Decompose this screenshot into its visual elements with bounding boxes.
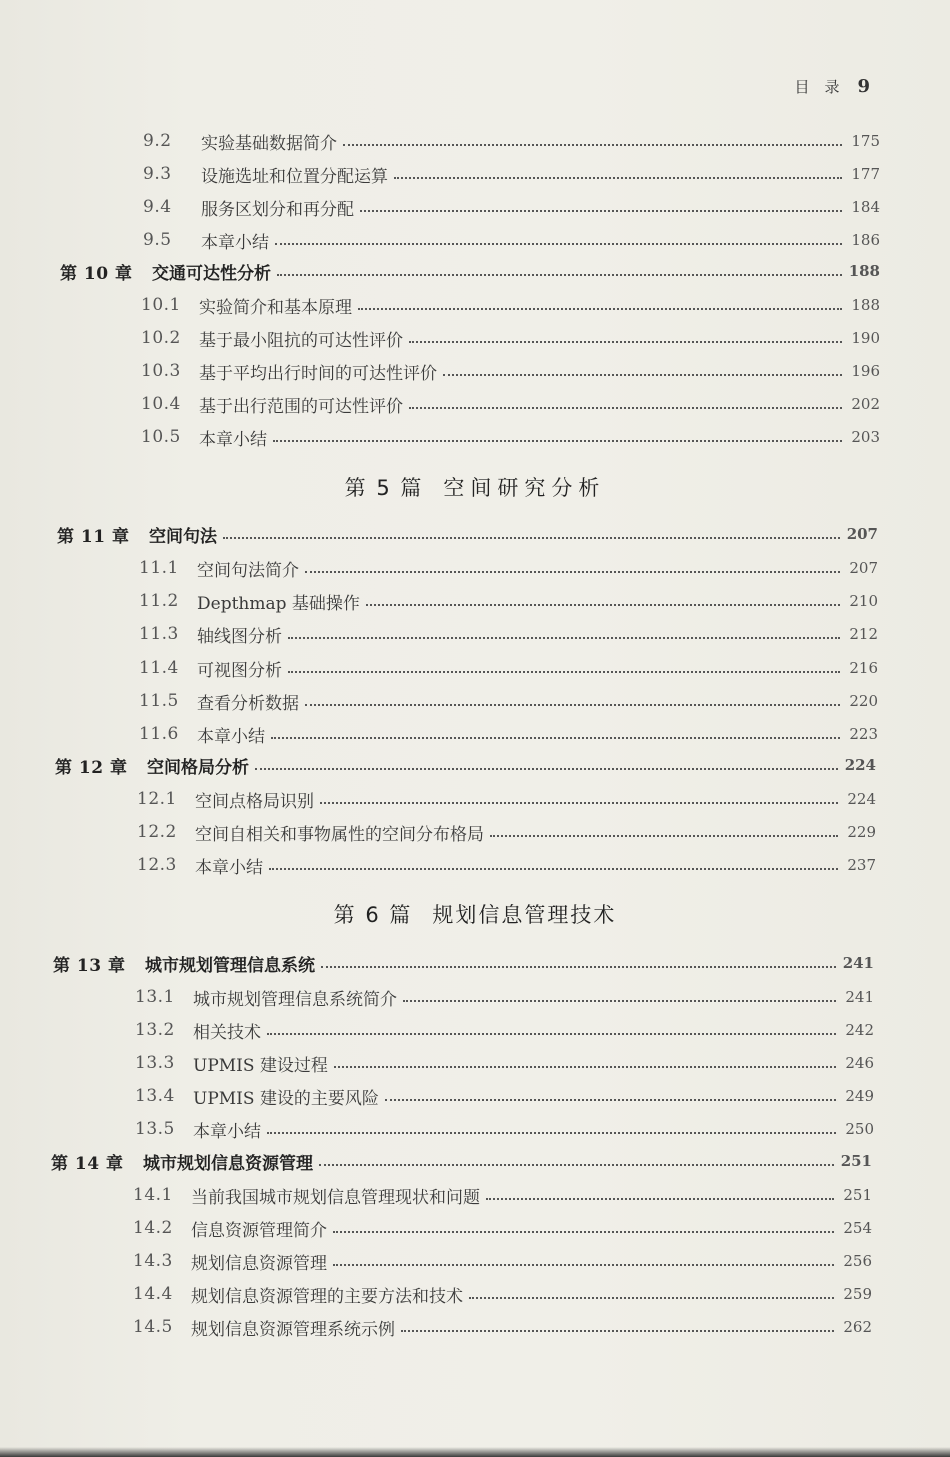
dot-leader (255, 768, 838, 770)
toc-section-entry (133, 1182, 872, 1208)
toc-section-entry (141, 325, 880, 351)
dot-leader (271, 737, 840, 739)
toc-section-entry (139, 721, 878, 747)
page-number: 203 (851, 428, 880, 446)
page-number: 210 (849, 592, 878, 610)
section-number: 12.2 (137, 822, 177, 842)
toc-section-entry (143, 194, 880, 220)
section-number: 12.1 (137, 789, 177, 809)
page-number: 241 (845, 988, 874, 1006)
section-number: 11.1 (139, 558, 179, 578)
section-number: 14.1 (133, 1185, 173, 1205)
part-heading (0, 899, 950, 929)
page-number: 262 (843, 1318, 872, 1336)
page-number: 241 (842, 954, 874, 972)
section-number: 12.3 (137, 855, 177, 875)
part-title: 空间研究分析 (443, 476, 606, 500)
toc-section-entry (143, 227, 880, 253)
part-heading (0, 472, 950, 502)
page-number: 249 (845, 1087, 874, 1105)
section-number: 10.5 (141, 427, 181, 447)
section-title: 空间句法简介 (197, 560, 299, 581)
dot-leader (320, 802, 838, 804)
section-number: 10.4 (141, 394, 181, 414)
section-title: 本章小结 (197, 726, 265, 747)
chapter-title: 空间句法 (149, 526, 217, 547)
section-title: UPMIS 建设过程 (193, 1055, 328, 1076)
section-title: 查看分析数据 (197, 693, 299, 714)
dot-leader (319, 1164, 834, 1166)
toc-section-entry (143, 128, 880, 154)
page-number: 224 (847, 790, 876, 808)
section-number: 11.4 (139, 658, 179, 678)
dot-leader (305, 571, 840, 573)
toc-section-entry (139, 588, 878, 614)
section-title: 实验简介和基本原理 (199, 297, 352, 318)
toc-section-entry (133, 1248, 872, 1274)
chapter-title: 城市规划信息资源管理 (143, 1153, 313, 1174)
section-number: 13.3 (135, 1053, 175, 1073)
section-number: 11.5 (139, 691, 179, 711)
toc-section-entry (141, 292, 880, 318)
dot-leader (343, 144, 842, 146)
dot-leader (401, 1330, 834, 1332)
page-number: 251 (840, 1152, 872, 1170)
dot-leader (358, 308, 842, 310)
section-number: 9.5 (143, 230, 172, 250)
page-number: 212 (849, 625, 878, 643)
toc-section-entry (137, 786, 876, 812)
toc-chapter-entry (53, 950, 874, 976)
chapter-title: 城市规划管理信息系统 (145, 955, 315, 976)
section-number: 11.6 (139, 724, 179, 744)
toc-section-entry (135, 1083, 874, 1109)
dot-leader (277, 274, 842, 276)
section-title: 相关技术 (193, 1022, 261, 1043)
dot-leader (333, 1264, 834, 1266)
page-number: 184 (851, 198, 880, 216)
dot-leader (334, 1066, 836, 1068)
toc-section-entry (139, 621, 878, 647)
header-title: 目 录 (794, 78, 840, 96)
page-number: 177 (851, 165, 880, 183)
section-number: 14.4 (133, 1284, 173, 1304)
part-number: 第 5 篇 (344, 476, 424, 500)
page-number: 237 (847, 856, 876, 874)
section-number: 13.5 (135, 1119, 175, 1139)
toc-chapter-entry (51, 1148, 872, 1174)
part-number: 第 6 篇 (333, 903, 413, 927)
toc-section-entry (143, 161, 880, 187)
page-number: 254 (843, 1219, 872, 1237)
toc-chapter-entry (55, 752, 876, 778)
section-number: 14.3 (133, 1251, 173, 1271)
section-title: Depthmap 基础操作 (197, 593, 360, 614)
chapter-number: 第 12 章 (55, 757, 128, 778)
dot-leader (273, 440, 842, 442)
section-title: 城市规划管理信息系统简介 (193, 989, 397, 1010)
dot-leader (366, 604, 840, 606)
section-title: 信息资源管理简介 (191, 1220, 327, 1241)
part-title: 规划信息管理技术 (432, 903, 617, 927)
page-number: 242 (845, 1021, 874, 1039)
page-number: 207 (849, 559, 878, 577)
section-title: 当前我国城市规划信息管理现状和问题 (191, 1187, 480, 1208)
chapter-title: 空间格局分析 (147, 757, 249, 778)
dot-leader (269, 868, 838, 870)
page-number: 196 (851, 362, 880, 380)
dot-leader (409, 341, 842, 343)
toc-section-entry (139, 555, 878, 581)
section-number: 11.3 (139, 624, 179, 644)
section-title: 规划信息资源管理的主要方法和技术 (191, 1286, 463, 1307)
page-edge-shadow (0, 1447, 950, 1457)
toc-section-entry (135, 984, 874, 1010)
page-number: 256 (843, 1252, 872, 1270)
toc-section-entry (141, 358, 880, 384)
dot-leader (469, 1297, 834, 1299)
page-number: 229 (847, 823, 876, 841)
page-number: 223 (849, 725, 878, 743)
toc-section-entry (137, 819, 876, 845)
page-number: 250 (845, 1120, 874, 1138)
page-number: 259 (843, 1285, 872, 1303)
page-number: 186 (851, 231, 880, 249)
dot-leader (385, 1099, 836, 1101)
page-number: 202 (851, 395, 880, 413)
section-title: 服务区划分和再分配 (201, 199, 354, 220)
page-number: 175 (851, 132, 880, 150)
section-title: UPMIS 建设的主要风险 (193, 1088, 379, 1109)
toc-section-entry (133, 1314, 872, 1340)
section-title: 空间自相关和事物属性的空间分布格局 (195, 824, 484, 845)
dot-leader (305, 704, 840, 706)
toc-section-entry (139, 655, 878, 681)
dot-leader (360, 210, 842, 212)
dot-leader (321, 966, 836, 968)
chapter-number: 第 10 章 (60, 263, 133, 284)
section-title: 本章小结 (201, 232, 269, 253)
section-title: 轴线图分析 (197, 626, 282, 647)
dot-leader (486, 1198, 834, 1200)
section-title: 设施选址和位置分配运算 (201, 166, 388, 187)
page-number: 216 (849, 659, 878, 677)
dot-leader (403, 1000, 836, 1002)
header-page-number: 9 (857, 76, 870, 97)
page-number: 207 (846, 525, 878, 543)
section-number: 13.4 (135, 1086, 175, 1106)
section-title: 基于出行范围的可达性评价 (199, 396, 403, 417)
toc-section-entry (137, 852, 876, 878)
chapter-title: 交通可达性分析 (152, 263, 271, 284)
section-title: 基于平均出行时间的可达性评价 (199, 363, 437, 384)
section-number: 10.2 (141, 328, 181, 348)
section-number: 10.1 (141, 295, 181, 315)
section-number: 9.3 (143, 164, 172, 184)
section-title: 空间点格局识别 (195, 791, 314, 812)
toc-section-entry (141, 424, 880, 450)
section-number: 9.2 (143, 131, 172, 151)
section-number: 14.2 (133, 1218, 173, 1238)
toc-section-entry (135, 1116, 874, 1142)
dot-leader (443, 374, 842, 376)
chapter-number: 第 13 章 (53, 955, 126, 976)
section-number: 13.2 (135, 1020, 175, 1040)
section-title: 本章小结 (193, 1121, 261, 1142)
toc-section-entry (135, 1017, 874, 1043)
section-title: 基于最小阻抗的可达性评价 (199, 330, 403, 351)
toc-chapter-entry (60, 258, 880, 284)
dot-leader (394, 177, 842, 179)
dot-leader (333, 1231, 834, 1233)
section-number: 14.5 (133, 1317, 173, 1337)
section-number: 11.2 (139, 591, 179, 611)
dot-leader (490, 835, 838, 837)
toc-section-entry (135, 1050, 874, 1076)
dot-leader (267, 1033, 836, 1035)
running-header (794, 76, 870, 97)
page-number: 246 (845, 1054, 874, 1072)
section-number: 13.1 (135, 987, 175, 1007)
page-number: 220 (849, 692, 878, 710)
section-title: 实验基础数据简介 (201, 133, 337, 154)
page-number: 188 (851, 296, 880, 314)
toc-section-entry (141, 391, 880, 417)
dot-leader (288, 671, 840, 673)
page-number: 224 (844, 756, 876, 774)
dot-leader (223, 537, 840, 539)
page-number: 188 (848, 262, 880, 280)
section-title: 规划信息资源管理 (191, 1253, 327, 1274)
section-title: 可视图分析 (197, 660, 282, 681)
section-number: 10.3 (141, 361, 181, 381)
section-title: 本章小结 (199, 429, 267, 450)
dot-leader (267, 1132, 836, 1134)
dot-leader (275, 243, 842, 245)
toc-section-entry (139, 688, 878, 714)
chapter-number: 第 11 章 (57, 526, 130, 547)
toc-section-entry (133, 1281, 872, 1307)
toc-section-entry (133, 1215, 872, 1241)
page-number: 190 (851, 329, 880, 347)
dot-leader (409, 407, 842, 409)
section-title: 本章小结 (195, 857, 263, 878)
page-number: 251 (843, 1186, 872, 1204)
chapter-number: 第 14 章 (51, 1153, 124, 1174)
section-title: 规划信息资源管理系统示例 (191, 1319, 395, 1340)
dot-leader (288, 637, 840, 639)
toc-chapter-entry (57, 521, 878, 547)
section-number: 9.4 (143, 197, 172, 217)
